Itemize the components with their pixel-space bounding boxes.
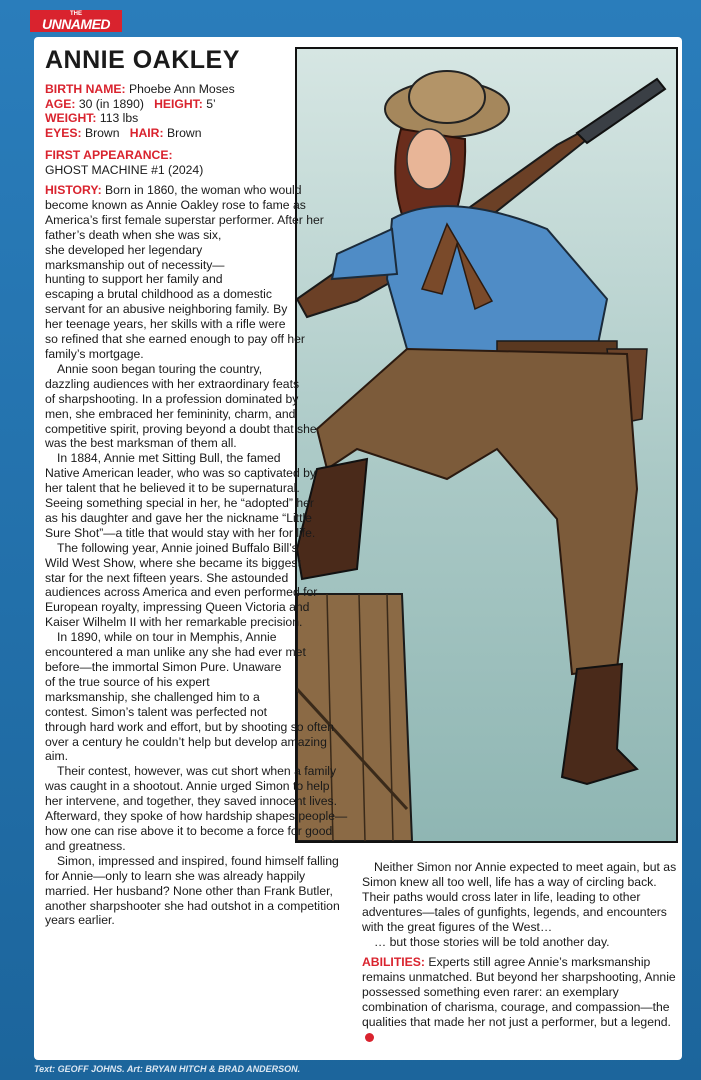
birth-name-value: Phoebe Ann Moses xyxy=(128,82,235,96)
wrap-spacer xyxy=(305,328,350,413)
abilities-text: Experts still agree Annie’s marksmanship remains unmatched. But beyond her sharpshooting, Annie possessed something even rarer: an exemplary combination of charisma, courage, and compassion—the qualities that made her not just a performer, but a legend. xyxy=(362,955,676,1030)
abilities-paragraph xyxy=(362,955,678,1044)
history-paragraph: Neither Simon nor Annie expected to meet again, but as Simon knew all too well, life has a way of circling back. Their paths would cross later in life, leading to other adventures—tales of gunfights, legends, and encounters with the great figures of the West… xyxy=(362,860,677,934)
age-value: 30 (in 1890) xyxy=(78,96,144,111)
hair-value: Brown xyxy=(166,125,202,140)
eyes-value: Brown xyxy=(84,125,120,140)
wrap-spacer xyxy=(318,413,350,673)
first-appearance-block xyxy=(45,148,203,177)
history-paragraph: Simon, impressed and inspired, found himself falling for Annie—only to learn she was already happily married. Her husband? None other than Frank Butler, another sharpshooter she had outshot in a competition years earlier. xyxy=(45,853,340,928)
wrap-spacer xyxy=(290,283,350,328)
history-paragraph: Annie soon began touring the country, dazzling audiences with her extraordinary feats of sharpshooting. In a profession dominated by men, she embraced her femininity, charm, and competitive spirit, proving beyond a doubt that she was the best marksman of them all. xyxy=(45,361,317,451)
history-paragraph: … but those stories will be told another day. xyxy=(374,934,610,949)
character-name: ANNIE OAKLEY xyxy=(45,46,240,74)
wrap-spacer xyxy=(328,183,350,233)
history-paragraph: The following year, Annie joined Buffalo Bill’s Wild West Show, where she became its biggest star for the next fifteen years. She astounded audiences across America and even performed for European royalty, impressing Queen Victoria and Kaiser Wilhelm II with her remarkable precision. xyxy=(45,540,318,630)
history-label: HISTORY: xyxy=(45,183,102,197)
weight-value: 113 lbs xyxy=(99,111,139,125)
unnamed-logo xyxy=(30,10,122,32)
logo-title: UNNAMED xyxy=(41,16,111,32)
credits: Text: GEOFF JOHNS. Art: BRYAN HITCH & BRAD ANDERSON. xyxy=(34,1064,301,1074)
end-bullet-icon xyxy=(365,1033,374,1042)
history-column xyxy=(45,183,350,928)
height-label: HEIGHT: xyxy=(154,96,203,111)
weight-label: WEIGHT: xyxy=(45,111,97,125)
height-value: 5’ xyxy=(206,96,216,111)
first-appearance-label: FIRST APPEARANCE: xyxy=(45,148,173,162)
hair-label: HAIR: xyxy=(129,125,164,140)
character-illustration xyxy=(295,47,678,843)
age-label: AGE: xyxy=(45,96,76,111)
history-paragraph: Their contest, however, was cut short when a family was caught in a shootout. Annie urged Simon to help her intervene, and together, they saved innocent lives. Afterward, they spoke of how hardship shapes people—how one can rise above it to become a force for good and greatness. xyxy=(45,764,348,853)
annie-oakley-illustration xyxy=(297,49,676,841)
first-appearance-value: GHOST MACHINE #1 (2024) xyxy=(45,162,204,177)
wrap-spacer xyxy=(230,233,350,283)
eyes-label: EYES: xyxy=(45,125,82,140)
history-paragraph: In 1890, while on tour in Memphis, Annie encountered a man unlike any she had ever met before—the immortal Simon Pure. Unaware of the true source of his expert marksmanship, she challenged him to a contest. Simon’s talent was perfected not through hard work and effort, but by shooting so often over a century he couldn’t help but develop amazing aim. xyxy=(45,630,335,764)
history-paragraph: In 1884, Annie met Sitting Bull, the famed Native American leader, who was so captivated by her talent that he believed it to be supernatural. Seeing something special in her, he “adopted” her as his daughter and gave her the nickname “Little Sure Shot”—a title that would stay with her for life. xyxy=(45,451,316,540)
logo-small-text: THE xyxy=(70,11,82,17)
right-column xyxy=(362,860,678,1045)
abilities-label: ABILITIES: xyxy=(362,955,425,970)
wrap-spacer xyxy=(290,673,350,718)
birth-name-label: BIRTH NAME: xyxy=(45,82,126,96)
history-text: Born in 1860, the woman who would become known as Annie Oakley rose to fame as America’s first female superstar performer. After her father’s death when she was six, she developed her legendary marksmanship out of necessity—hunting to support her family and escaping a brutal childhood as a domestic servant for an abusive neighboring family. By her teenage years, her skills with a rifle were so refined that she earned enough to pay off her family’s mortgage. xyxy=(45,183,324,361)
stats-block xyxy=(45,82,235,140)
